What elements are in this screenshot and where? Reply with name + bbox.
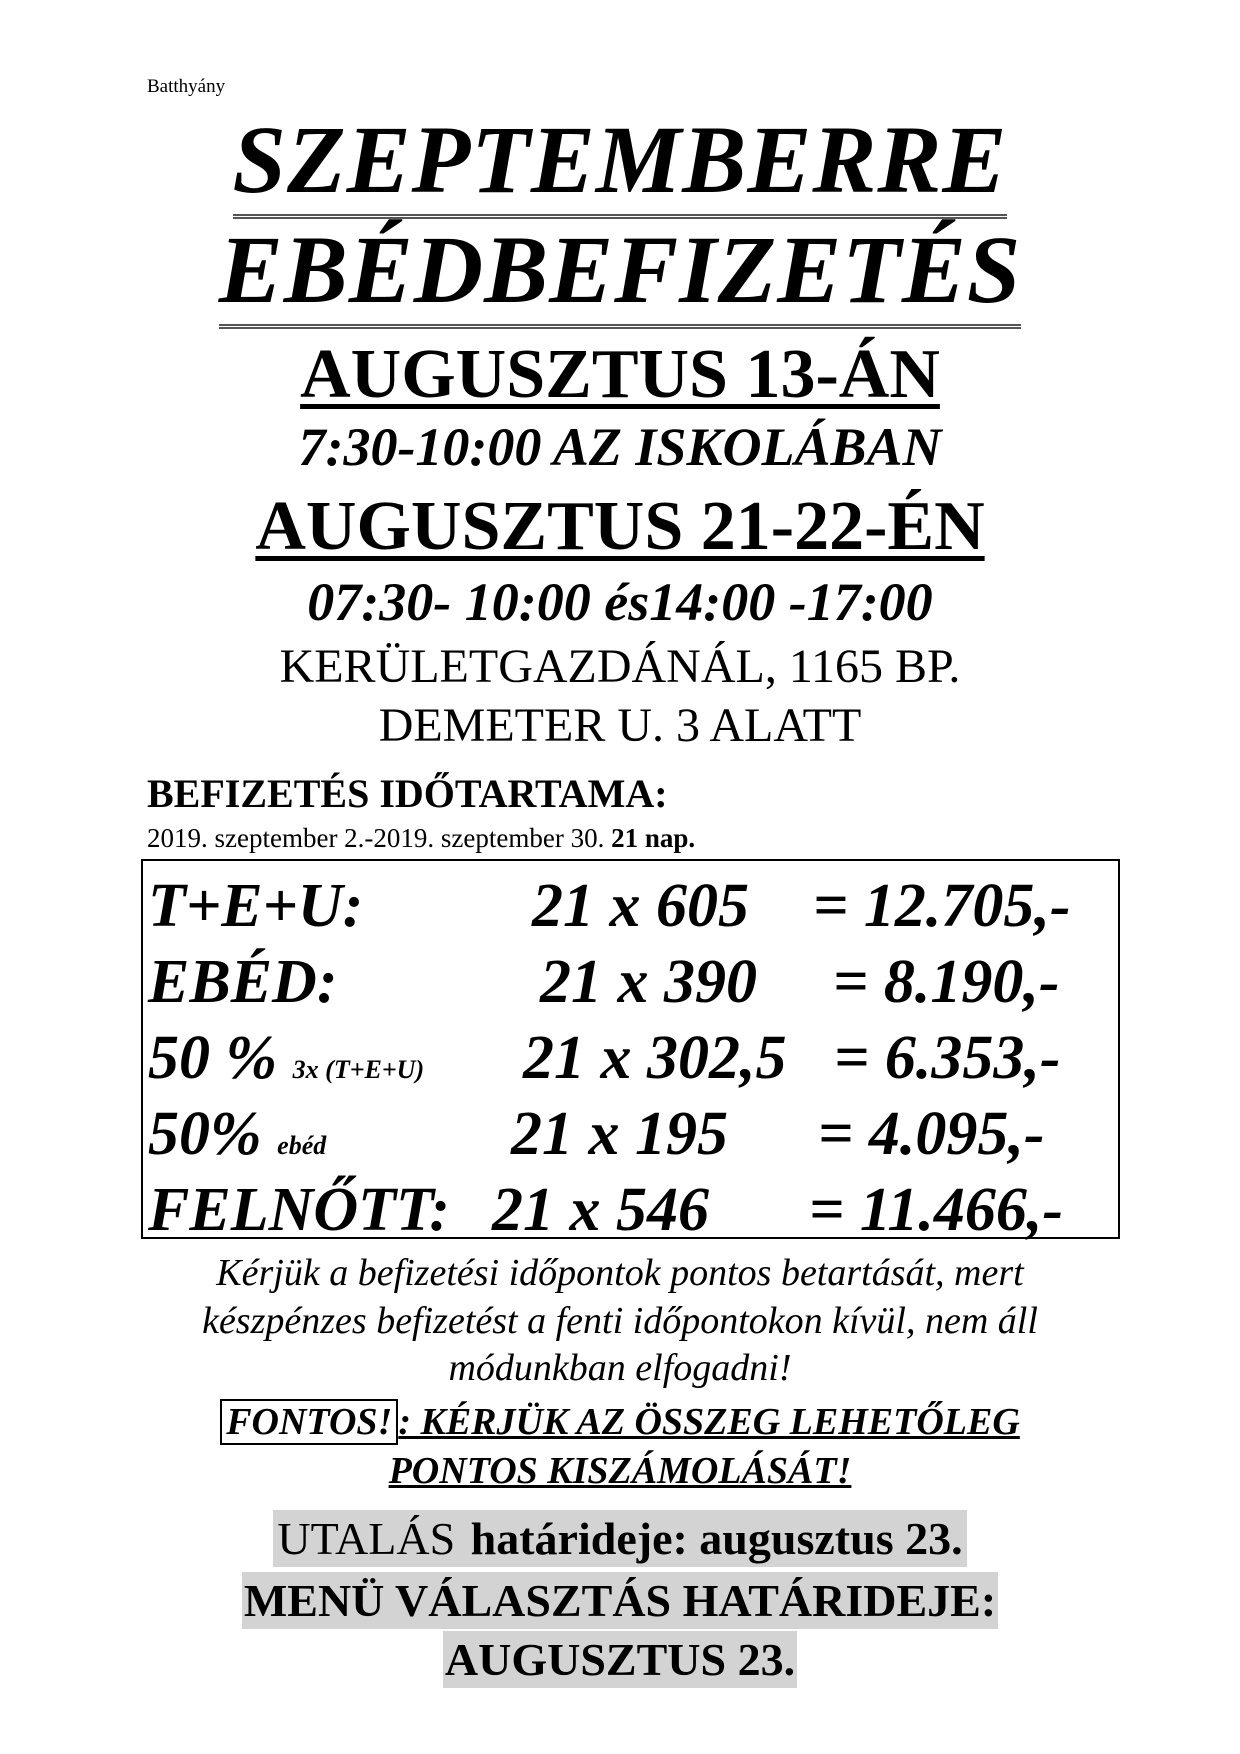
- title-line-2: EBÉDBEFIZETÉS: [0, 222, 1240, 329]
- session-2-place-line-2: DEMETER U. 3 ALATT: [378, 699, 862, 752]
- school-name: Batthyány: [147, 76, 226, 97]
- important-label: FONTOS!: [220, 1399, 398, 1445]
- menu-deadline-line-1: MENÜ VÁLASZTÁS HATÁRIDEJE:: [0, 1578, 1240, 1624]
- session-2-date: AUGUSZTUS 21-22-ÉN: [255, 488, 985, 565]
- transfer-deadline: UTALÁS határideje: augusztus 23.: [0, 1516, 1240, 1562]
- title-line-1: SZEPTEMBERRE: [0, 112, 1240, 219]
- important-notice: FONTOS! : KÉRJÜK AZ ÖSSZEG LEHETŐLEG PONTOS KISZÁMOLÁSÁT!: [0, 1398, 1240, 1497]
- period-days: 21 nap.: [611, 823, 696, 853]
- payment-note: Kérjük a befizetési időpontok pontos betartását, mert készpénzes befizetést a fenti időpontokon kívül, nem áll módunkban elfogadni!: [202, 1252, 1038, 1389]
- session-2-place-line-1: KERÜLETGAZDÁNÁL, 1165 BP.: [279, 640, 961, 693]
- session-1-time-place: 7:30-10:00 AZ ISKOLÁBAN: [298, 417, 942, 477]
- session-2-time: 07:30- 10:00 és14:00 -17:00: [307, 572, 933, 632]
- period-range: 2019. szeptember 2.-2019. szeptember 30. 21 nap.: [147, 823, 696, 853]
- menu-deadline-line-2: AUGUSZTUS 23.: [0, 1637, 1240, 1683]
- price-table: T+E+U: 21 x 605 = 12.705,- EBÉD: 21 x 390 = 8.190,- 50 % 3x (T+E+U) 21 x 302,5 = 6.353,- 50% ebéd 21 x 195 = 4.095,- FELNŐTT: 21 x 546 = 11.466,-: [141, 859, 1120, 1239]
- period-label: BEFIZETÉS IDŐTARTAMA:: [147, 771, 668, 816]
- session-1-date: AUGUSZTUS 13-ÁN: [300, 336, 940, 413]
